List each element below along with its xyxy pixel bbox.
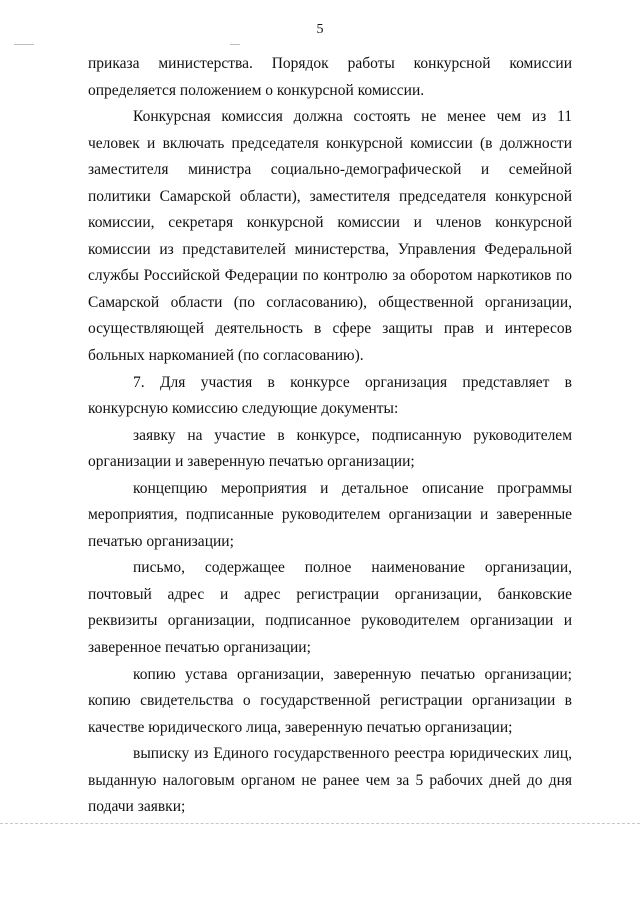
paragraph: копию устава организации, заверенную печатью организации; копию свидетельства о государственной регистрации организации в качестве юридического лица, заверенную печатью организации; xyxy=(88,665,572,736)
paragraph: выписку из Единого государственного реестра юридических лиц, выданную налоговым органом не ранее чем за 5 рабочих дней до дня подачи заявки; xyxy=(88,745,572,816)
paragraph: концепцию мероприятия и детальное описание программы мероприятия, подписанные руководителем организации и заверенные печатью организации; xyxy=(88,479,572,550)
scan-artifact xyxy=(230,44,240,45)
paragraph: 7. Для участия в конкурсе организация представляет в конкурсную комиссию следующие документы: xyxy=(88,373,572,418)
page-number: 5 xyxy=(316,22,324,37)
paragraph: Конкурсная комиссия должна состоять не менее чем из 11 человек и включать председателя конкурсной комиссии (в должности заместителя министра социально-демографической и семейной политики Самарской области), заместителя председателя конкурсной комиссии, секретаря конкурсной комиссии и членов конкурсной комиссии из представителей министерства, Управления Федеральной службы Российской Федерации по контролю за оборотом наркотиков по Самарской области (по согласованию), общественной организации, осуществляющей деятельность в сфере защиты прав и интересов больных наркоманией (по согласованию). xyxy=(88,108,572,365)
paragraph: письмо, содержащее полное наименование организации, почтовый адрес и адрес регистрации организации, банковские реквизиты организации, подписанное руководителем организации и заверенное печатью организации; xyxy=(88,559,572,657)
scan-artifact-line xyxy=(0,823,640,824)
document-body xyxy=(88,51,572,821)
paragraph: заявку на участие в конкурсе, подписанную руководителем организации и заверенную печатью организации; xyxy=(88,426,572,471)
paragraph: приказа министерства. Порядок работы конкурсной комиссии определяется положением о конкурсной комиссии. xyxy=(88,55,572,99)
scan-artifact xyxy=(14,44,34,45)
